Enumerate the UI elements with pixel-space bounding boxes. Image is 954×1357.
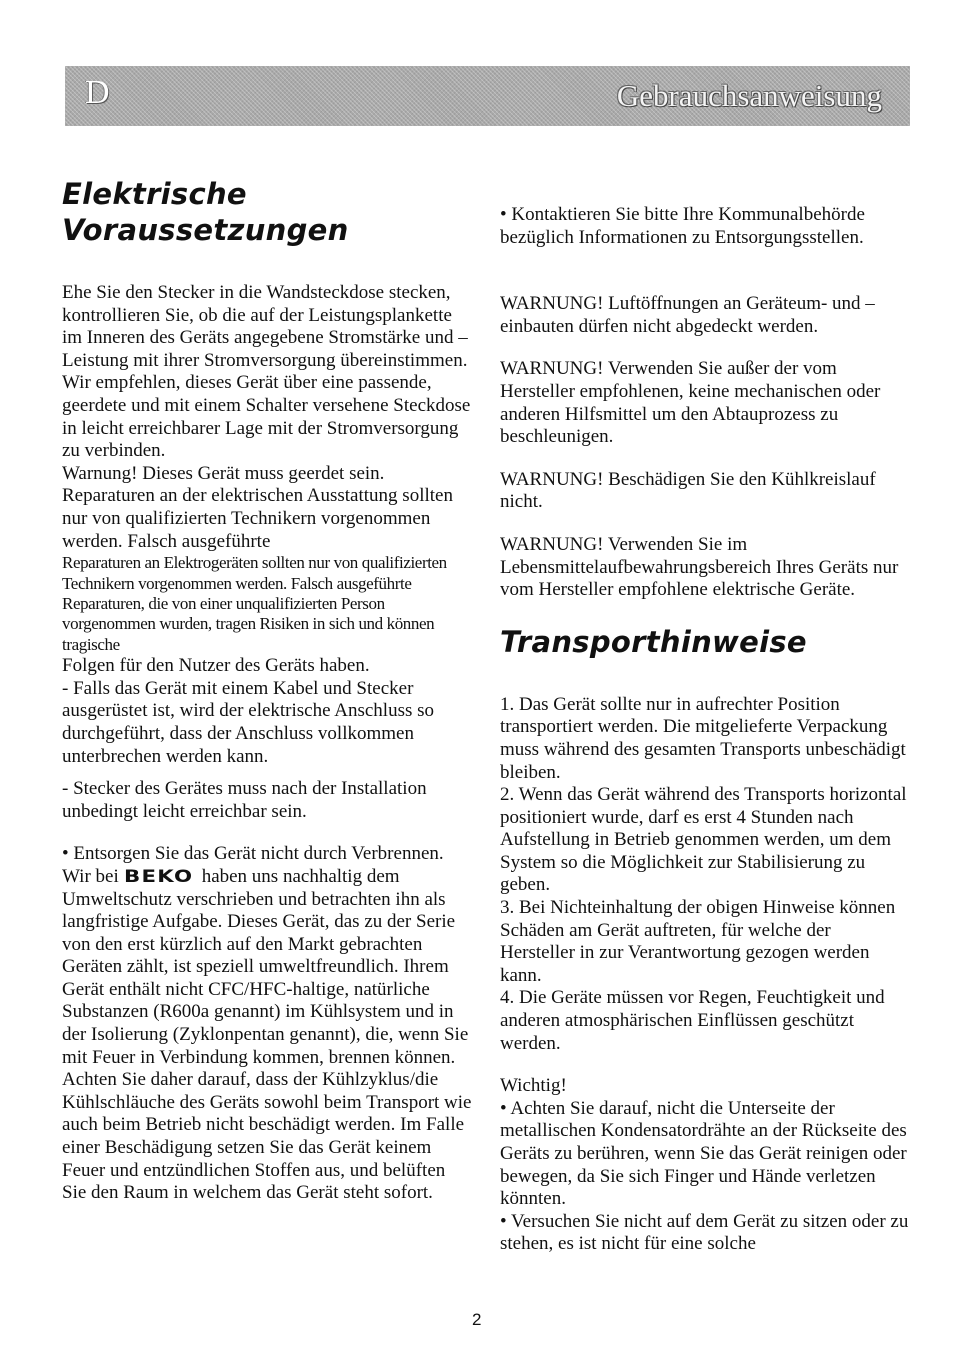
transport-item-4: 4. Die Geräte müssen vor Regen, Feuchtigkeit und anderen atmosphärischen Einflüssen geschützt werden.: [500, 987, 885, 1054]
disposal-text-rest: haben uns nachhaltig dem Umweltschutz verschrieben und betrachten ihn als langfristige Aufgabe. Dieses Gerät, das zu der Serie von den erst kürzlich auf den Markt gebrachten Geräten zählt, ist speziell umweltfreundlich. Ihrem Gerät enthält nicht CFC/HFC-haltige, natürliche Substanzen (R600a genannt) im Kühlsystem und in der Isolierung (Zyklonpentan genannt), die, wenn Sie mit Feuer in Verbindung kommen, brennen können. Achten Sie daher darauf, dass der Kühlzyklus/die Kühlschläuche des Geräts sowohl beim Transport wie auch beim Betrieb nicht beschädigt werden. Im Falle einer Beschädigung setzen Sie das Gerät keinem Feuer und entzündlichen Stoffen aus, und belüften Sie den Raum in welchem das Gerät steht sofort.: [62, 865, 472, 1204]
transport-item-1: 1. Das Gerät sollte nur in aufrechter Position transportiert werden. Die mitgelieferte Verpackung muss während des gesamten Transports unbeschädigt bleiben.: [500, 693, 906, 783]
header-banner: [65, 66, 910, 126]
section-heading-electrical: [62, 176, 472, 248]
paragraph-repair-consequence: Folgen für den Nutzer des Geräts haben.: [62, 655, 370, 677]
paragraph-plug-accessible: - Stecker des Gerätes muss nach der Installation unbedingt leicht erreichbar sein.: [62, 778, 427, 822]
language-letter: D: [85, 74, 110, 111]
section-heading-transport: Transporthinweise: [500, 624, 807, 659]
page-number: 2: [472, 1310, 482, 1329]
transport-item-3: 3. Bei Nichteinhaltung der obigen Hinweise können Schäden am Gerät auftreten, für welche der Hersteller in zur Verantwortung gezogen werden kann.: [500, 897, 896, 986]
important-label: Wichtig!: [500, 1075, 567, 1097]
warning-air-vents: WARNUNG! Luftöffnungen an Geräteum- und –einbauten dürfen nicht abgedeckt werden.: [500, 293, 875, 337]
beko-logo: BEKO: [123, 866, 193, 887]
warning-defrost-tools: WARNUNG! Verwenden Sie außer der vom Hersteller empfohlenen, keine mechanischen oder anderen Hilfsmittel um den Abtauprozess zu beschleunigen.: [500, 358, 881, 448]
paragraph-power-check: Ehe Sie den Stecker in die Wandsteckdose stecken, kontrollieren Sie, ob die auf der Leistungsplankette im Inneren des Geräts angegebene Stromstärke und –Leistung mit ihrer Stromversorgung übereinstimmen.: [62, 282, 468, 371]
right-column: [500, 204, 910, 1256]
paragraph-contact-authority: • Kontaktieren Sie bitte Ihre Kommunalbehörde bezüglich Informationen zu Entsorgungsstellen.: [500, 204, 865, 248]
paragraph-repair-risk: Reparaturen an Elektrogeräten sollten nur von qualifizierten Technikern vorgenommen werden. Falsch ausgeführte Reparaturen, die von einer unqualifizierten Person vorgenommen wurden, tragen Risiken in sich und können tragische: [62, 553, 447, 654]
warning-electrical-devices: WARNUNG! Verwenden Sie im Lebensmittelaufbewahrungsbereich Ihres Geräts nur vom Hersteller empfohlene elektrische Geräte.: [500, 533, 899, 601]
left-column: [62, 176, 472, 1205]
paragraph-grounding-warning: Warnung! Dieses Gerät muss geerdet sein. Reparaturen an der elektrischen Ausstattung sollten nur von qualifizierten Technikern vorgenommen werden. Falsch ausgeführte: [62, 462, 453, 552]
important-bullet-sitting: • Versuchen Sie nicht auf dem Gerät zu sitzen oder zu stehen, es ist nicht für eine solche: [500, 1210, 909, 1255]
disposal-text-start: • Entsorgen Sie das Gerät nicht durch Verbrennen. Wir bei: [62, 843, 444, 887]
warning-cooling-circuit: WARNUNG! Beschädigen Sie den Kühlkreislauf nicht.: [500, 468, 876, 513]
transport-item-2: 2. Wenn das Gerät während des Transports horizontal positioniert wurde, darf es erst 4 Stunden nach Aufstellung in Betrieb genommen werden, um dem System so die Möglichkeit zur Stabilisierung zu geben.: [500, 784, 907, 896]
important-bullet-condenser: • Achten Sie darauf, nicht die Unterseite der metallischen Kondensatordrähte an der Rückseite des Geräts zu berühren, wenn Sie das Gerät reinigen oder bewegen, da Sie sich Finger und Hände verletzen könnten.: [500, 1097, 907, 1210]
paragraph-disposal: [62, 843, 472, 1205]
paragraph-socket-recommendation: Wir empfehlen, dieses Gerät über eine passende, geerdete und mit einem Schalter versehene Steckdose in leicht erreichbarer Lage mit der Stromversorgung zu verbinden.: [62, 372, 471, 462]
paragraph-cable-plug: - Falls das Gerät mit einem Kabel und Stecker ausgerüstet ist, wird der elektrische Anschluss so durchgeführt, dass der Anschluss vollkommen unterbrechen werden kann.: [62, 677, 435, 767]
heading-line-2: Voraussetzungen: [62, 213, 349, 247]
header-title: Gebrauchsanweisung: [616, 78, 882, 113]
heading-line-1: Elektrische: [62, 177, 247, 211]
